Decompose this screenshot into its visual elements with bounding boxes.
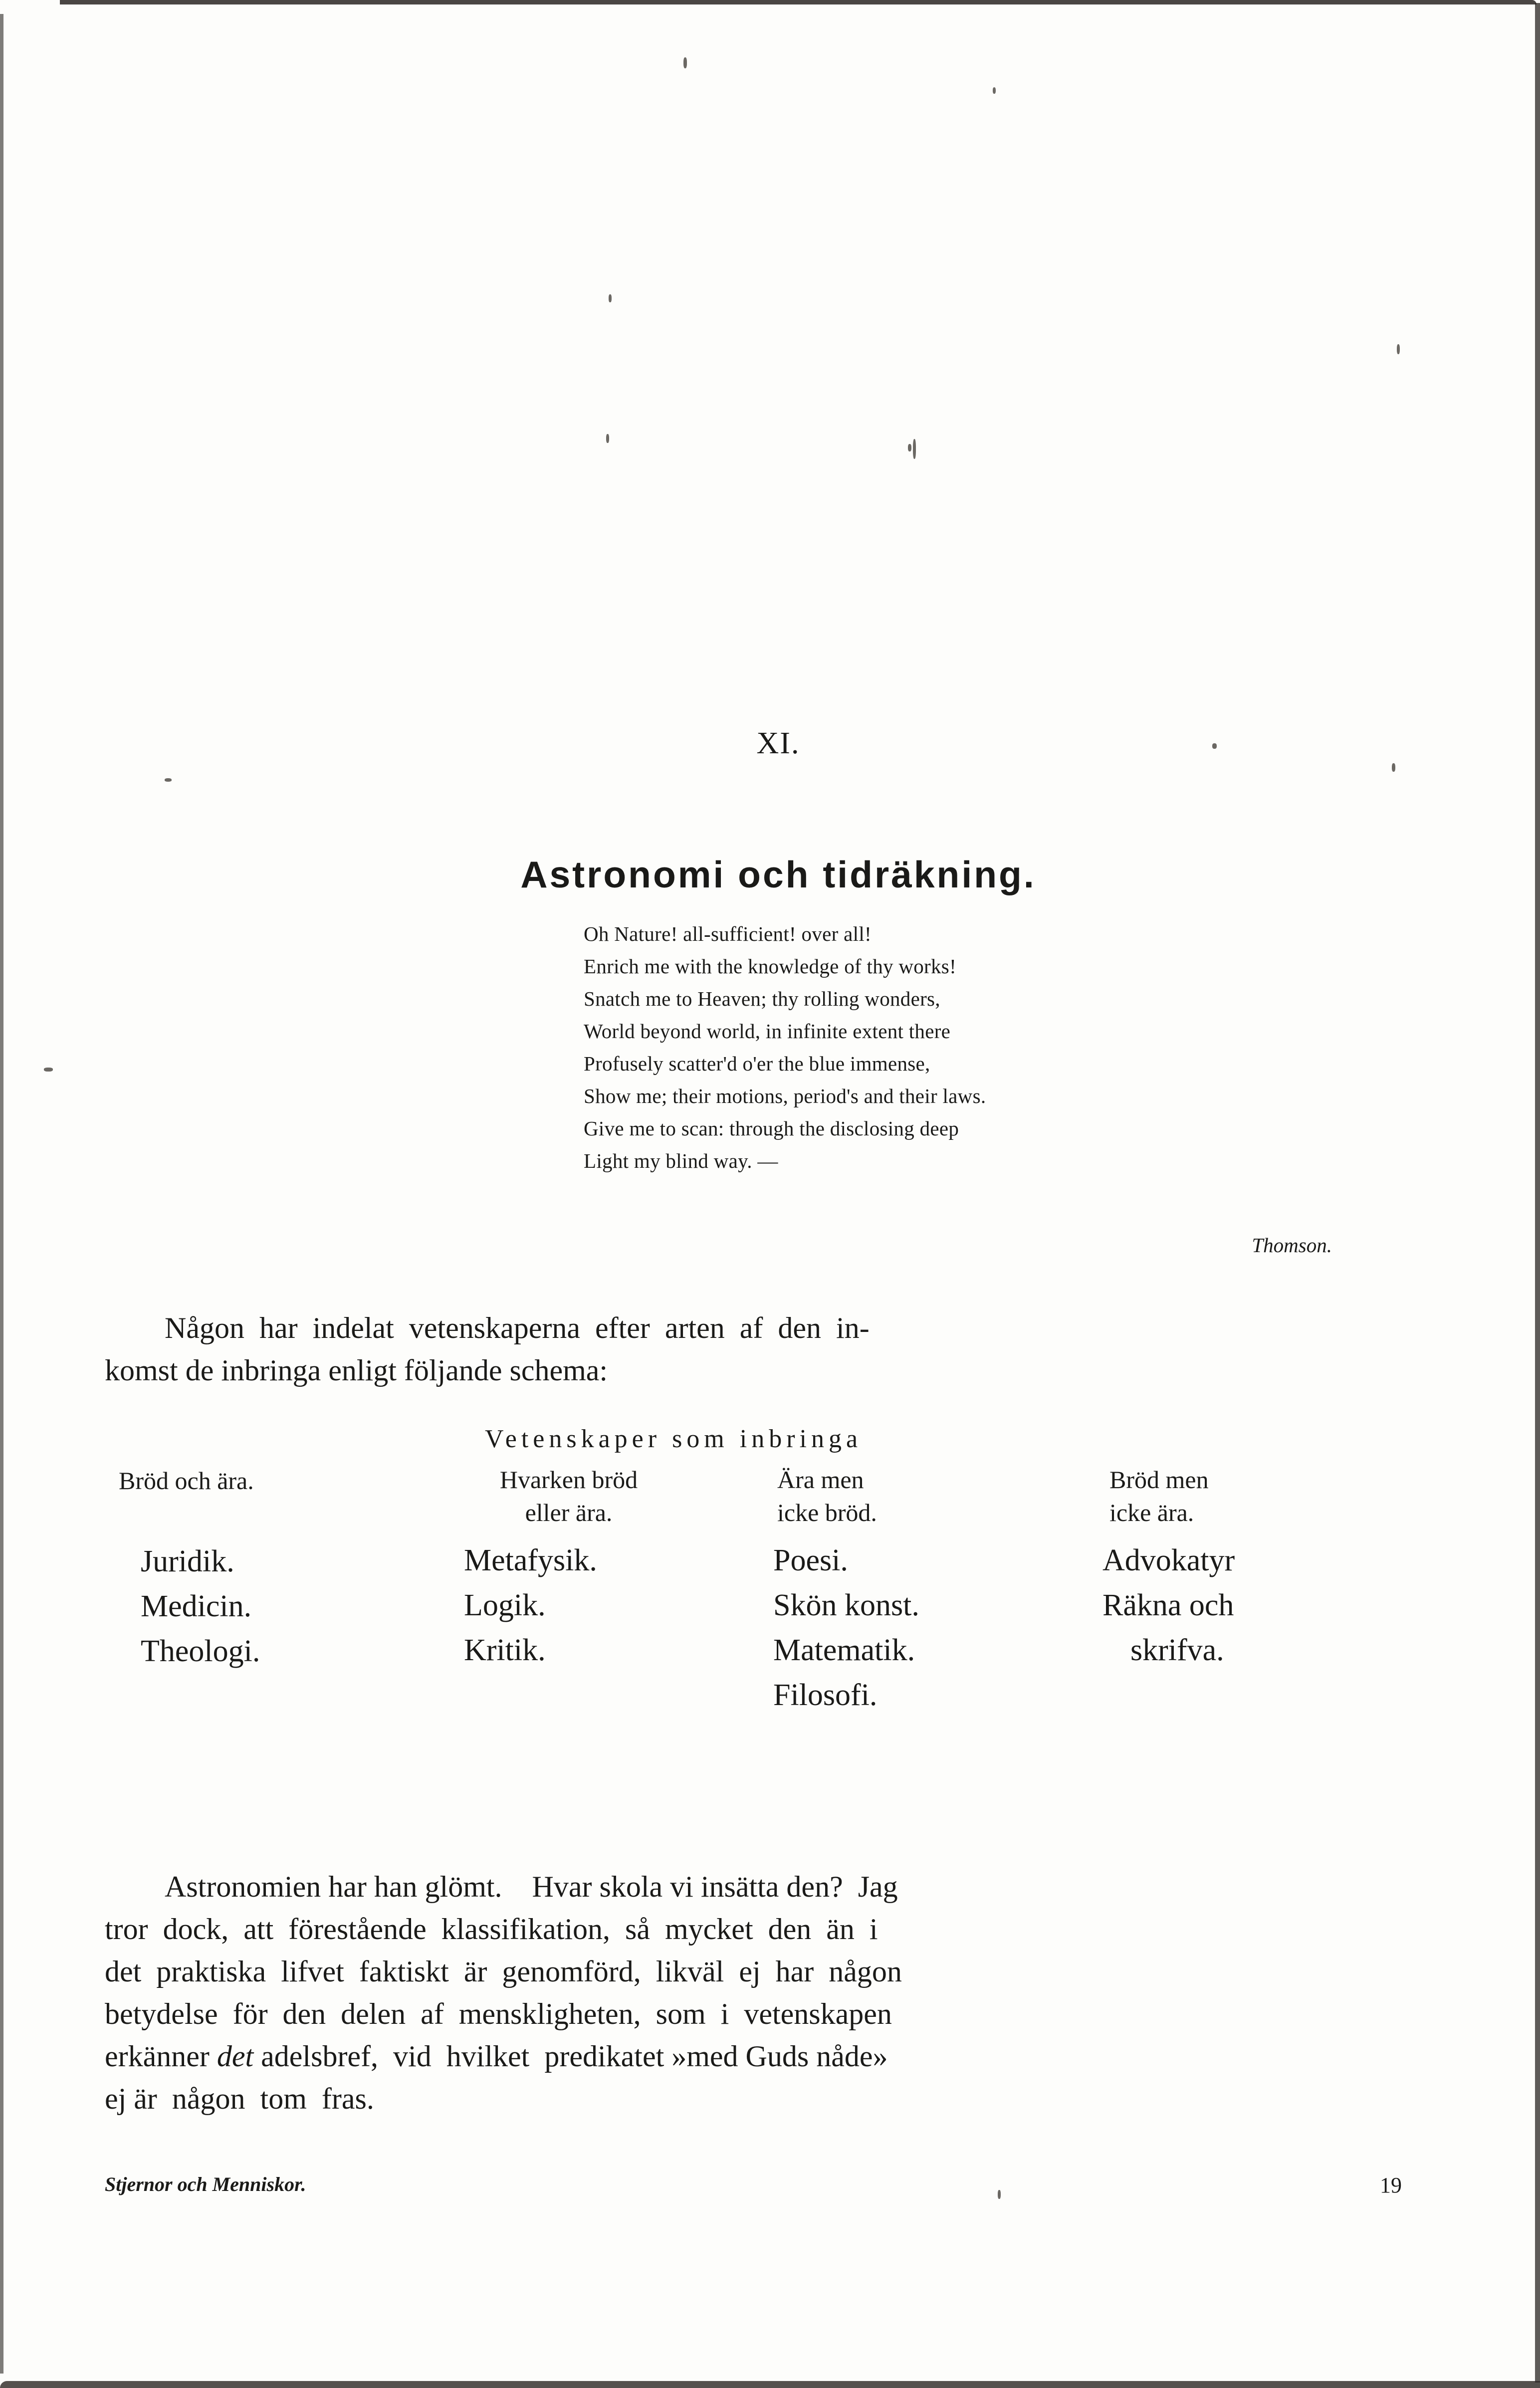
- list-item: Poesi.: [773, 1543, 848, 1577]
- list-item: Metafysik.: [464, 1543, 597, 1577]
- schema-column-neither-bread-nor-honour: [424, 1463, 743, 1718]
- column-items: [763, 1538, 1053, 1718]
- list-item: Kritik.: [464, 1633, 546, 1667]
- paragraph-line: tror dock, att förestående klassifikation, så mycket den än i: [105, 1913, 878, 1946]
- column-header-line: Bröd och ära.: [119, 1467, 254, 1495]
- column-header-line: Bröd men: [1109, 1466, 1209, 1494]
- column-items: [1102, 1538, 1452, 1673]
- column-header-line: eller ära.: [525, 1499, 613, 1526]
- epigraph-line: Light my blind way. —: [584, 1149, 778, 1172]
- column-header-line: icke ära.: [1109, 1499, 1194, 1526]
- list-item: Filosofi.: [773, 1678, 878, 1712]
- schema-column-bread-and-honour: [105, 1463, 424, 1718]
- list-item: Räkna och: [1102, 1588, 1234, 1622]
- list-item: Medicin.: [141, 1589, 252, 1623]
- schema-heading: Vetenskaper som inbringa: [484, 1425, 863, 1453]
- paragraph-line: Någon har indelat vetenskaperna efter arten af den in-: [165, 1311, 870, 1344]
- list-item: Juridik.: [141, 1544, 234, 1578]
- column-header-line: icke bröd.: [777, 1499, 877, 1526]
- schema-grid: [105, 1463, 1452, 1718]
- page-edge-left: [0, 14, 3, 2374]
- list-item: skrifva.: [1130, 1633, 1224, 1667]
- list-item: Theologi.: [141, 1634, 260, 1668]
- list-item: Advokatyr: [1102, 1543, 1235, 1577]
- chapter-number: XI.: [756, 726, 800, 760]
- column-header-line: Ära men: [777, 1466, 864, 1494]
- epigraph-line: Profusely scatter'd o'er the blue immense,: [584, 1052, 930, 1075]
- list-item: Logik.: [464, 1588, 546, 1622]
- intro-paragraph: [105, 1307, 1452, 1392]
- column-header: [119, 1463, 424, 1539]
- column-items: [119, 1539, 424, 1674]
- epigraph-line: Give me to scan: through the disclosing deep: [584, 1117, 959, 1140]
- epigraph-line: Snatch me to Heaven; thy rolling wonders,: [584, 987, 940, 1010]
- column-header: [424, 1463, 713, 1538]
- epigraph-attribution: Thomson.: [1252, 1234, 1332, 1257]
- paragraph-line: det praktiska lifvet faktiskt är genomförd, likväl ej har någon: [105, 1955, 902, 1988]
- paragraph-text: erkänner: [105, 2040, 217, 2073]
- scan-speck: [44, 1068, 53, 1072]
- column-header-line: Hvarken bröd: [499, 1466, 638, 1494]
- emphasised-word: det: [217, 2040, 254, 2073]
- epigraph-line: Show me; their motions, period's and their laws.: [584, 1085, 986, 1107]
- epigraph-line: Enrich me with the knowledge of thy works!: [584, 955, 957, 978]
- column-header: [1102, 1463, 1452, 1538]
- column-header: [763, 1463, 1053, 1538]
- page-content: [105, 0, 1452, 2388]
- paragraph-line: ej är någon tom fras.: [105, 2082, 374, 2115]
- paragraph-line: betydelse för den delen af menskligheten, som i vetenskapen: [105, 1997, 892, 2030]
- paragraph-line: komst de inbringa enligt följande schema:: [105, 1354, 608, 1387]
- paragraph-line: [105, 2035, 1452, 2078]
- paragraph-text: adelsbref, vid hvilket predikatet »med Guds nåde»: [253, 2040, 888, 2073]
- epigraph-block: [584, 918, 1332, 1177]
- epigraph-line: Oh Nature! all-sufficient! over all!: [584, 922, 872, 945]
- paragraph-line: Astronomien har han glömt. Hvar skola vi insätta den? Jag: [165, 1870, 898, 1903]
- column-items: [424, 1538, 713, 1673]
- list-item: Matematik.: [773, 1633, 915, 1667]
- running-title: Stjernor och Menniskor.: [105, 2173, 306, 2195]
- schema-column-honour-but-no-bread: [743, 1463, 1053, 1718]
- epigraph-line: World beyond world, in infinite extent there: [584, 1020, 951, 1043]
- page-title: Astronomi och tidräkning.: [520, 854, 1036, 896]
- page-edge-right: [1535, 3, 1540, 2383]
- schema-column-bread-but-no-honour: [1053, 1463, 1452, 1718]
- list-item: Skön konst.: [773, 1588, 919, 1622]
- page-number: 19: [1380, 2173, 1402, 2197]
- final-paragraph: [105, 1866, 1452, 2120]
